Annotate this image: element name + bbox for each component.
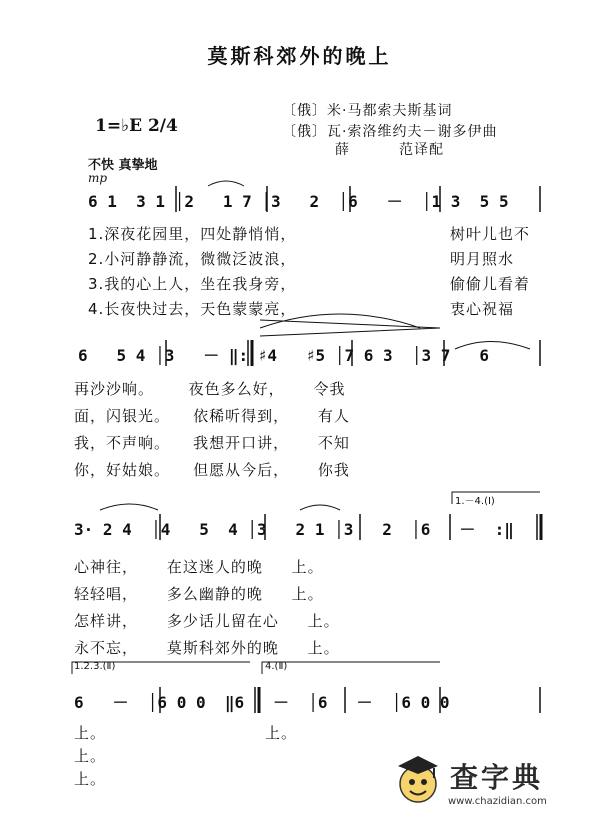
volta-4: 4.(Ⅱ) [265,661,288,672]
key-signature: 1=♭E 2/4 [95,116,178,136]
credit-composer: 〔俄〕瓦·索洛维约夫－谢多伊曲 [282,124,498,140]
lyric-s1-v3a: 3.我的心上人，坐在我身旁， [88,275,297,293]
notes-system-3: 3· 2 4 │4 5 4 │3 2 1 │3 2 │6 － :‖ [74,520,514,539]
credit-translator: 薛 范译配 [335,142,445,158]
notes-system-2: 6 5 4 │3 － ‖: ♯4 ♯5 │7 6 3 │3 7 6 [78,346,489,365]
barlines-system-4 [160,687,540,713]
lyric-s1-v2a: 2.小河静静流，微微泛波浪， [88,250,297,268]
lyric-s1-v4b: 衷心祝福 [450,300,515,318]
lyric-s1-v2b: 明月照水 [450,250,515,268]
tempo-marking: 不快 真挚地 [88,158,158,173]
lyric-s3-v3: 怎样讲， 多少话儿留在心 上。 [74,612,340,630]
lyric-s1-v1a: 1.深夜花园里，四处静悄悄， [88,225,297,243]
notes-system-1: 6 1 3 1 │2 1 7 │3 2 │6 － │1 3 5 5 [88,192,509,211]
mascot-icon [388,748,448,808]
barlines-system-1 [176,186,540,212]
barlines-system-2 [166,340,540,366]
volta-1-4: 1.－4.(Ⅰ) [455,496,495,507]
lyric-s3-v4: 永不忘， 莫斯科郊外的晚 上。 [74,639,340,657]
volta-bracket-3 [262,662,440,674]
lyric-s4-v1: 上。 [74,724,107,742]
lyric-s4-verse4: 上。 [265,724,298,742]
lyric-s1-v1b: 树叶儿也不 [450,225,531,243]
lyric-s4-v3: 上。 [74,770,107,788]
watermark-brand: 查字典 [450,761,544,794]
volta-bracket-2 [72,662,250,674]
lyric-s2-v2: 面，闪银光。 依稀听得到， 有人 [74,407,350,425]
song-title: 莫斯科郊外的晚上 [207,44,392,68]
lyric-s2-v1: 再沙沙响。 夜色多么好， 令我 [74,380,346,398]
watermark-url: www.chazidian.com [448,796,547,807]
lyric-s3-v1: 心神往， 在这迷人的晚 上。 [74,558,324,576]
lyric-s1-v4a: 4.长夜快过去，天色蒙蒙亮， [88,300,297,318]
lyric-s2-v3: 我，不声响。 我想开口讲， 不知 [74,434,350,452]
notes-system-4: 6 － │6 0 0 ‖6 － │6 － │6 0 0 [74,693,450,712]
credit-lyricist: 〔俄〕米·马都索夫斯基词 [282,103,453,119]
lyric-s3-v2: 轻轻唱， 多么幽静的晚 上。 [74,585,324,603]
lyric-s4-v2: 上。 [74,747,107,765]
volta-bracket-1 [452,492,540,504]
lyric-s1-v3b: 偷偷儿看着 [450,275,531,293]
slurs [100,181,530,510]
volta-1-2-3: 1.2.3.(Ⅱ) [74,661,116,672]
dynamic-marking: mp [88,171,108,185]
lyric-s2-v4: 你，好姑娘。 但愿从今后， 你我 [74,461,350,479]
barlines-system-3 [160,514,541,540]
